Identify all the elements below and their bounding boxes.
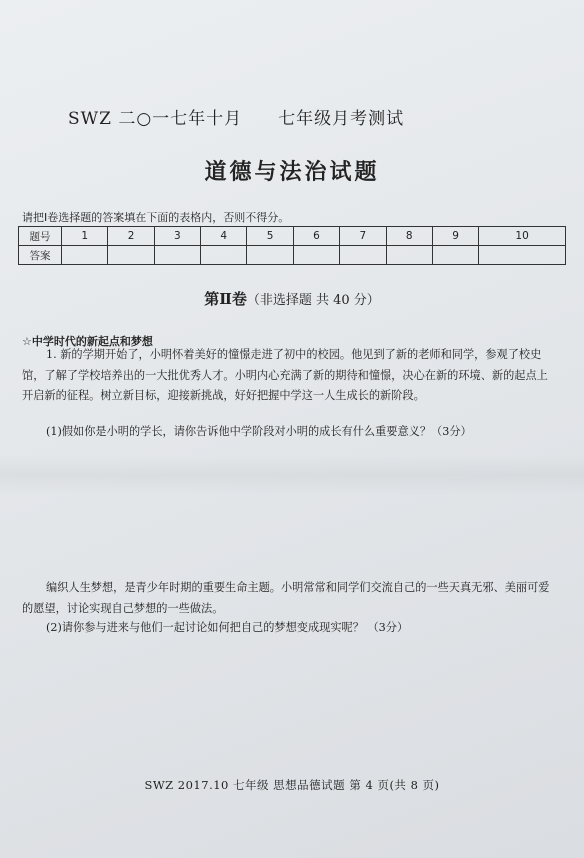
- question-2-text: (2)请你参与进来与他们一起讨论如何把自己的梦想变成现实呢？ （3分）: [46, 621, 409, 634]
- section-subtitle: （非选择题 共 40 分）: [246, 293, 380, 308]
- answer-table-answer-row: [19, 246, 566, 265]
- answer-cell[interactable]: [386, 246, 432, 265]
- context-text: 编织人生梦想，是青少年时期的重要生命主题。小明常常和同学们交流自己的一些天真无邪、美丽可爱的愿望，讨论实现自己梦想的一些做法。: [22, 581, 550, 615]
- row-label-answer: 答案: [19, 246, 62, 265]
- answer-cell[interactable]: [62, 246, 108, 265]
- answer-instruction: 请把Ⅰ卷选择题的答案填在下面的表格内，否则不得分。: [22, 211, 290, 224]
- question-number-cell: 4: [201, 227, 247, 246]
- answer-cell[interactable]: [432, 246, 478, 265]
- question-intro-paragraph: [22, 345, 552, 407]
- question-number-cell: 6: [293, 227, 339, 246]
- answer-cell[interactable]: [108, 246, 154, 265]
- header-date: SWZ 二○一七年十月: [68, 109, 243, 129]
- answer-cell[interactable]: [293, 246, 339, 265]
- question-number-cell: 2: [108, 227, 154, 246]
- exam-header: [68, 104, 404, 129]
- answer-table: [18, 226, 566, 265]
- row-label-number: 题号: [19, 227, 62, 246]
- question-1-text: (1)假如你是小明的学长，请你告诉他中学阶段对小明的成长有什么重要意义？（3分）: [46, 425, 472, 438]
- answer-cell[interactable]: [479, 246, 566, 265]
- question-2-context: [22, 578, 552, 619]
- question-number-cell: 10: [479, 227, 566, 246]
- page-footer: SWZ 2017.10 七年级 思想品德试题 第 4 页(共 8 页): [144, 778, 440, 792]
- answer-cell[interactable]: [340, 246, 386, 265]
- question-number-cell: 5: [247, 227, 293, 246]
- question-2: [22, 618, 552, 639]
- question-number-cell: 7: [340, 227, 386, 246]
- answer-cell[interactable]: [247, 246, 293, 265]
- section-title: 第Ⅱ卷: [204, 290, 247, 308]
- header-exam-name: 七年级月考测试: [278, 109, 405, 129]
- question-1: [22, 422, 552, 443]
- question-number-cell: 1: [62, 227, 108, 246]
- question-number-cell: 8: [386, 227, 432, 246]
- intro-text: 1. 新的学期开始了，小明怀着美好的憧憬走进了初中的校园。他见到了新的老师和同学，参观了校史馆，了解了学校培养出的一大批优秀人才。小明内心充满了新的期待和憧憬，决心在新的环境、新的起点上开启新的征程。树立新目标，迎接新挑战，好好把握中学这一人生成长的新阶段。: [22, 348, 548, 402]
- question-number-cell: 9: [432, 227, 478, 246]
- answer-cell[interactable]: [201, 246, 247, 265]
- paper-fold-shadow: [0, 455, 584, 495]
- answer-cell[interactable]: [154, 246, 200, 265]
- answer-table-number-row: [19, 227, 566, 246]
- topic-heading: ☆中学时代的新起点和梦想: [22, 335, 153, 348]
- section-heading: [0, 288, 584, 309]
- exam-title: 道德与法治试题: [204, 160, 380, 185]
- question-number-cell: 3: [154, 227, 200, 246]
